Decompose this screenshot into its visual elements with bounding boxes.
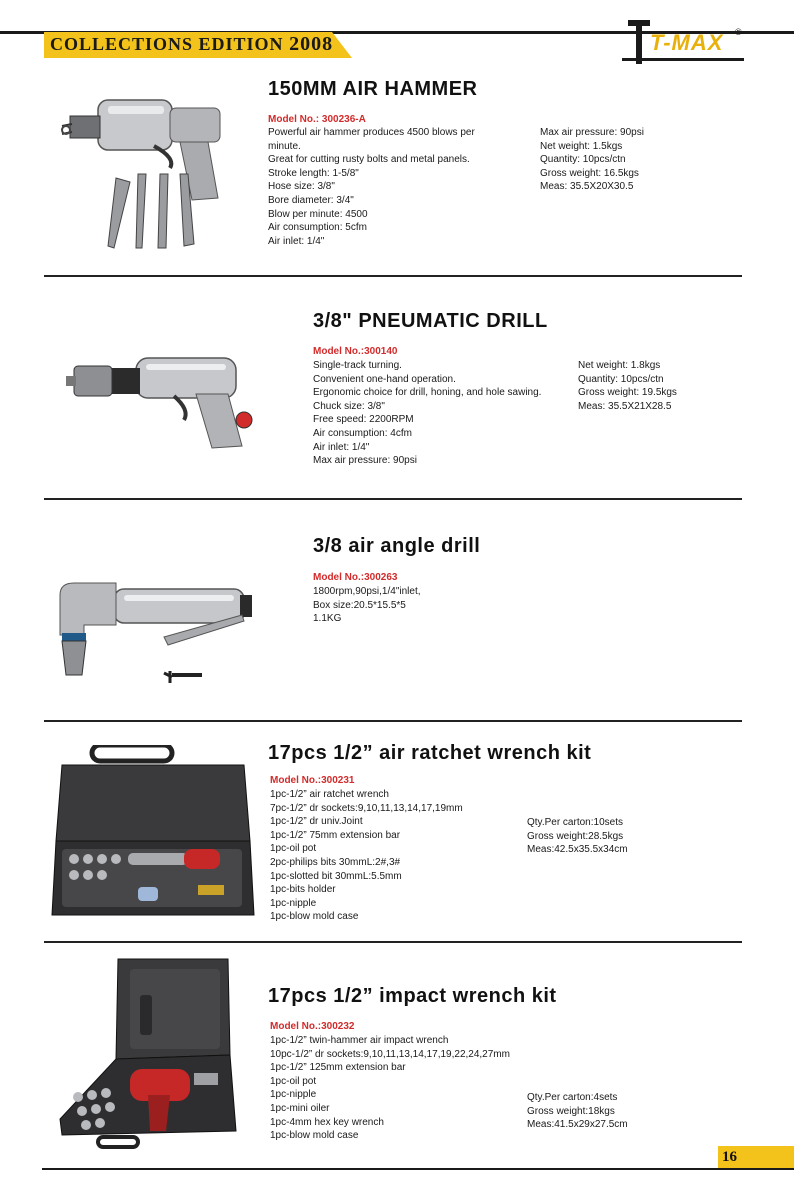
header-banner-year: 2008 [289,33,334,55]
spec-line: Meas: 35.5X20X30.5 [540,181,634,193]
spec-line: Gross weight:18kgs [527,1105,615,1117]
spec-line: minute. [268,140,301,152]
spec-line: 1pc-slotted bit 30mmL:5.5mm [270,870,402,882]
spec-line: 1pc-1/2” 125mm extension bar [270,1062,406,1074]
product-specs-left [313,359,541,468]
section-divider [44,275,742,277]
spec-line: Net weight: 1.5kgs [540,140,623,152]
product-title: 3/8" PNEUMATIC DRILL [313,310,548,332]
spec-line: Gross weight: 19.5kgs [578,387,677,399]
spec-line: Max air pressure: 90psi [540,127,644,138]
spec-line: Qty.Per carton:4sets [527,1092,618,1103]
product-title: 17pcs 1/2” air ratchet wrench kit [268,742,592,764]
spec-line: Air consumption: 4cfm [313,427,412,439]
spec-line: 2pc-philips bits 30mmL:2#,3# [270,856,401,868]
header-banner-label: COLLECTIONS EDITION [50,34,284,54]
spec-line: 1pc-blow mold case [270,911,359,923]
section-divider [44,498,742,500]
spec-line: Qty.Per carton:10sets [527,817,623,828]
product-model: Model No.:300232 [270,1021,355,1032]
spec-line: Meas:42.5x35.5x34cm [527,844,628,856]
product-title: 3/8 air angle drill [313,535,481,557]
spec-line: Blow per minute: 4500 [268,208,368,220]
product-specs-left [270,788,463,924]
spec-line: 1800rpm,90psi,1/4"inlet, [313,586,421,597]
spec-line: 1pc-1/2” twin-hammer air impact wrench [270,1035,449,1046]
product-specs-right [527,816,628,857]
product-model: Model No.:300140 [313,346,398,357]
spec-line: 1pc-1/2” 75mm extension bar [270,829,401,841]
brand-name: T-MAX [650,30,724,55]
spec-line: 1pc-nipple [270,1089,317,1101]
spec-line: 1pc-1/2” air ratchet wrench [270,789,389,800]
spec-line: Box size:20.5*15.5*5 [313,599,406,611]
section-divider [44,941,742,943]
spec-line: 1pc-nipple [270,897,317,909]
spec-line: Quantity: 10pcs/ctn [578,373,664,385]
spec-line: 10pc-1/2” dr sockets:9,10,11,13,14,17,19,22,24,27mm [270,1048,510,1060]
impact-kit-image [58,955,238,1155]
spec-line: Quantity: 10pcs/ctn [540,154,626,166]
spec-line: 1pc-blow mold case [270,1130,359,1142]
ratchet-kit-image [48,745,258,925]
product-model: Model No.:300263 [313,572,398,583]
spec-line: Air consumption: 5cfm [268,222,367,234]
product-model: Model No.:300231 [270,775,355,786]
footer-rule [42,1168,794,1170]
spec-line: Ergonomic choice for drill, honing, and hole sawing. [313,387,542,399]
product-specs-left [313,585,421,626]
spec-line: Convenient one-hand operation. [313,373,456,385]
spec-line: Air inlet: 1/4" [268,235,325,247]
spec-line: Powerful air hammer produces 4500 blows per [268,127,475,138]
spec-line: 7pc-1/2” dr sockets:9,10,11,13,14,17,19mm [270,802,463,814]
spec-line: 1pc-4mm hex key wrench [270,1116,384,1128]
product-specs-right [578,359,677,413]
spec-line: 1pc-oil pot [270,1075,317,1087]
product-specs-left [268,126,475,248]
spec-line: 1pc-oil pot [270,843,317,855]
spec-line: Meas: 35.5X21X28.5 [578,400,672,412]
spec-line: Meas:41.5x29x27.5cm [527,1119,628,1131]
spec-line: Hose size: 3/8" [268,181,335,193]
spec-line: Single-track turning. [313,360,402,371]
product-specs-left [270,1034,510,1143]
pneumatic-drill-image [66,350,266,460]
section-divider [44,720,742,722]
product-specs-right [527,1091,628,1132]
spec-line: Great for cutting rusty bolts and metal panels. [268,154,470,166]
spec-line: Gross weight:28.5kgs [527,830,624,842]
product-specs-right [540,126,644,194]
product-model: Model No.: 300236-A [268,114,366,125]
spec-line: Bore diameter: 3/4" [268,194,354,206]
page-number: 16 [722,1149,737,1165]
spec-line: 1pc-bits holder [270,884,336,896]
spec-line: Chuck size: 3/8" [313,400,385,412]
product-title: 17pcs 1/2” impact wrench kit [268,985,557,1007]
product-title: 150MM AIR HAMMER [268,78,478,100]
spec-line: Air inlet: 1/4" [313,441,370,453]
spec-line: Stroke length: 1-5/8" [268,167,359,179]
spec-line: 1pc-mini oiler [270,1102,330,1114]
spec-line: Net weight: 1.8kgs [578,360,661,371]
spec-line: Free speed: 2200RPM [313,414,414,426]
angle-drill-image [54,575,264,690]
spec-line: 1pc-1/2” dr univ.Joint [270,816,363,828]
brand-registered-mark: ® [735,27,742,37]
spec-line: Gross weight: 16.5kgs [540,167,639,179]
spec-line: Max air pressure: 90psi [313,455,417,467]
spec-line: 1.1KG [313,613,342,625]
header-title [50,33,333,56]
air-hammer-image [58,88,248,258]
